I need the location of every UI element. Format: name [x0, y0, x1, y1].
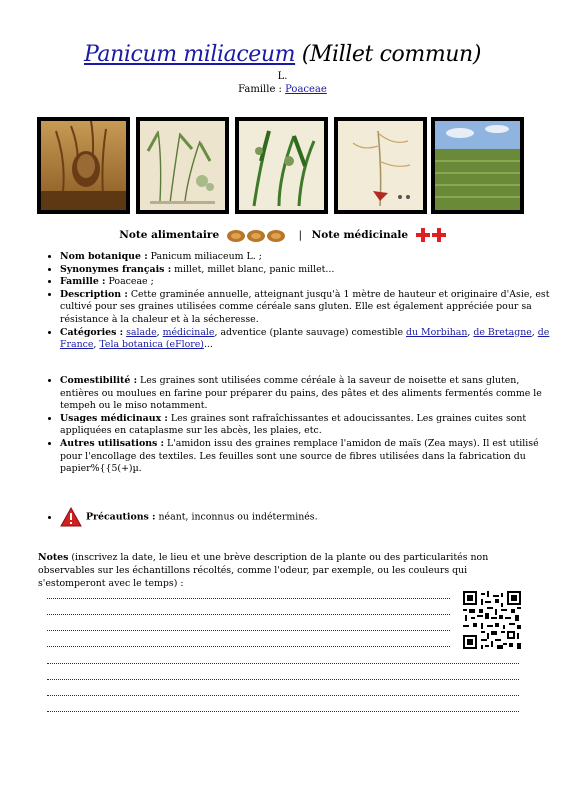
note-line-7[interactable]	[47, 695, 519, 696]
uses-list	[38, 375, 552, 476]
list-item-precaution: • Précautions : néant, inconnus ou indéterminés.	[60, 507, 528, 527]
family-link[interactable]: Poaceae	[285, 84, 327, 95]
note-line-3[interactable]	[47, 630, 450, 631]
note-line-8[interactable]	[47, 711, 519, 712]
note-line-5[interactable]	[47, 663, 519, 664]
note-line-1[interactable]	[47, 598, 450, 599]
photo-field-wide	[431, 117, 524, 214]
list-item-botanical: • Nom botanique : Panicum miliaceum L. ;	[60, 251, 550, 264]
notes-instructions: Notes (inscrivez la date, le lieu et une brève description de la plante ou des particularités non observables sur les échantillons récoltés, comme l'odeur, par exemple, ou les couleurs qui s'estomperont avec le temps) :	[38, 552, 489, 589]
qr-code-icon[interactable]	[463, 591, 521, 649]
illustration-3	[334, 117, 427, 214]
category-link-medicinale[interactable]: médicinale	[162, 326, 215, 338]
food-rating-label: Note alimentaire	[119, 229, 220, 241]
photo-field-close	[37, 117, 130, 214]
family-line	[0, 84, 565, 96]
page-title	[0, 42, 565, 68]
family-label: Famille :	[238, 84, 286, 95]
info-list	[38, 251, 550, 352]
note-line-4[interactable]	[47, 646, 450, 647]
common-name: (Millet commun)	[301, 42, 482, 67]
note-line-2[interactable]	[47, 614, 450, 615]
title-link[interactable]: Panicum miliaceum	[83, 42, 296, 67]
red-cross-icon	[416, 228, 446, 242]
list-item-description: • Description : Cette graminée annuelle, atteignant jusqu'à 1 mètre de hauteur et originaire d'Asie, est cultivé pour ses graines utilisées comme céréale sans gluten. Elle est également appréciée pour sa résistance à la chaleur et à la sécheresse.	[60, 289, 550, 327]
seed-cluster-icon	[227, 228, 285, 243]
list-item-synonyms: • Synonymes français : millet, millet blanc, panic millet...	[60, 264, 550, 277]
illustration-1	[136, 117, 229, 214]
category-link-france[interactable]: de France	[60, 326, 550, 351]
warning-triangle-icon	[60, 507, 82, 527]
list-item-family: • Famille : Poaceae ;	[60, 276, 550, 289]
list-item-medical-uses: • Usages médicinaux : Les graines sont rafraîchissantes et adoucissantes. Les graines cuites sont appliquées en cataplasme sur les abcès, les plaies, etc.	[60, 413, 552, 438]
note-line-6[interactable]	[47, 679, 519, 680]
category-link-bretagne[interactable]: de Bretagne	[473, 326, 532, 338]
list-item-edible: • Comestibilité : Les graines sont utilisées comme céréale à la saveur de noisette et sans gluten, entières ou moulues en farine pour préparer du pains, des pâtes et des aliments fermentés comme le tempeh ou le miso notamment.	[60, 375, 552, 413]
precaution-block	[38, 507, 528, 527]
rating-separator: |	[298, 229, 302, 241]
category-link-salade[interactable]: salade	[126, 326, 157, 338]
ratings-row	[0, 227, 565, 243]
medical-rating-label: Note médicinale	[311, 229, 409, 241]
list-item-categories: • Catégories : salade, médicinale, adventice (plante sauvage) comestible du Morbihan, de Bretagne, de France, Tela botanica (eFlore)...	[60, 327, 550, 352]
category-link-morbihan[interactable]: du Morbihan	[406, 326, 468, 338]
category-link-tela[interactable]: Tela botanica (eFlore)	[99, 339, 204, 351]
list-item-other-uses: • Autres utilisations : L'amidon issu des graines remplace l'amidon de maïs (Zea mays). Il est utilisé pour l'encollage des textiles. Les feuilles sont une source de fibres utilisées dans la fabrication du papier%{{5(+)µ.	[60, 438, 552, 476]
illustration-2	[235, 117, 328, 214]
author-abbrev: L.	[277, 71, 288, 82]
